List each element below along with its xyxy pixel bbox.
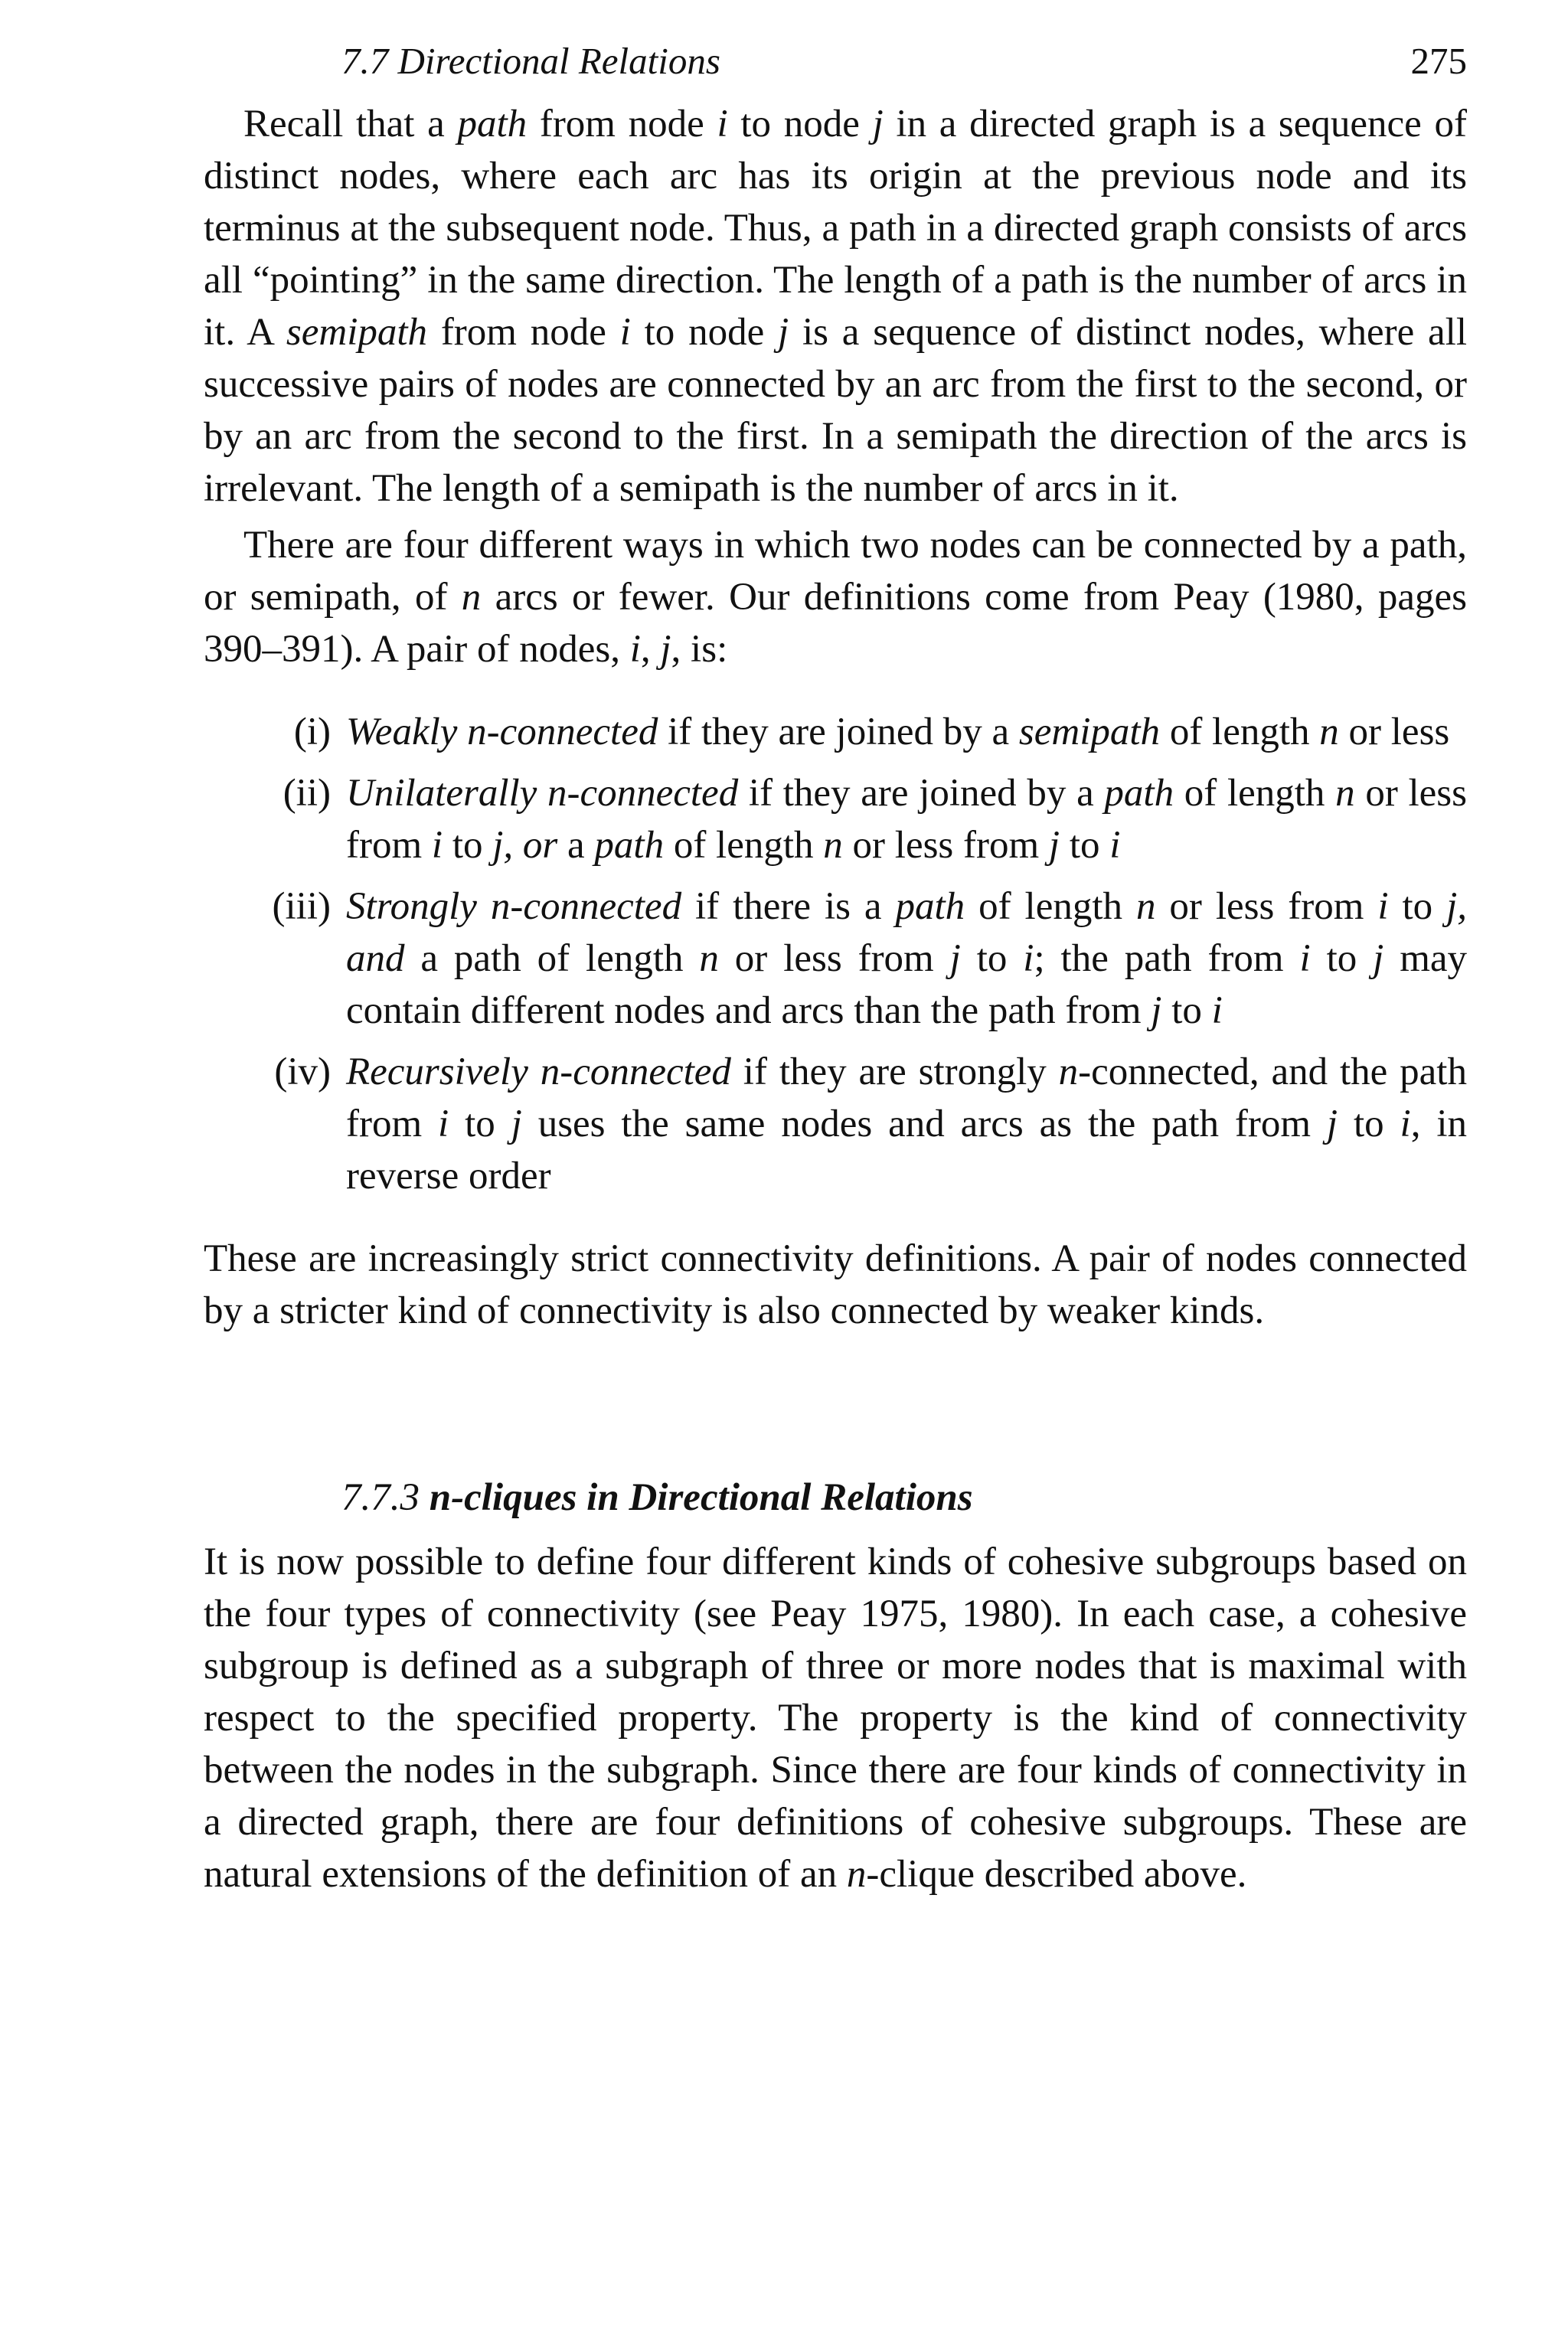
paragraph-strictness-note: These are increasingly strict connectivity definitions. A pair of nodes connected by a stricter kind of connectivity is also connected by weaker kinds. <box>204 1237 1467 1332</box>
book-page <box>204 31 1467 1900</box>
page-number: 275 <box>1410 40 1467 82</box>
paragraph-connectivity-intro: There are four different ways in which two nodes can be connected by a path, or semipath, of n arcs or fewer. Our definitions come from Peay (1980, pages 390–391). A pair of nodes, i, j, is: <box>204 524 1467 671</box>
definition-term: Strongly n-connected <box>346 885 682 928</box>
definition-item-weak: (i) Weakly n-connected if they are joined by a semipath of length n or less <box>204 706 1467 758</box>
running-head <box>204 31 1467 92</box>
definition-term: Recursively n-connected <box>346 1050 731 1093</box>
definition-item-recursive: (iv) Recursively n-connected if they are strongly n-connected, and the path from i to j uses the same nodes and arcs as the path from j to i, in reverse order <box>204 1046 1467 1202</box>
section-heading: 7.7.3 n-cliques in Directional Relations <box>341 1476 973 1519</box>
section-number: 7.7.3 <box>341 1476 420 1519</box>
paragraph-cohesive-subgroups: It is now possible to define four different kinds of cohesive subgroups based on the four types of connectivity (see Peay 1975, 1980). In each case, a cohesive subgroup is defined as a subgraph of three or more nodes that is maximal with respect to the specified property. The property is the kind of connectivity between the nodes in the subgraph. Since there are four kinds of connectivity in a directed graph, there are four definitions of cohesive subgroups. These are natural extensions of the definition of an n-clique described above. <box>204 1540 1467 1896</box>
definition-term: Weakly n-connected <box>346 711 658 753</box>
definition-item-strong: (iii) Strongly n-connected if there is a path of length n or less from i to j, and a path of length n or less from j to i; the path from i to j may contain different nodes and arcs than the path from j to i <box>204 880 1467 1037</box>
definition-term: Unilaterally n-connected <box>346 772 739 815</box>
definition-item-unilateral: (ii) Unilaterally n-connected if they are joined by a path of length n or less from i to j, or a path of length n or less from j to i <box>204 767 1467 871</box>
definition-number: (iv) <box>274 1050 331 1093</box>
section-title: -cliques in Directional Relations <box>451 1476 973 1519</box>
definition-number: (ii) <box>283 772 331 815</box>
definition-number: (i) <box>293 711 331 753</box>
running-title: 7.7 Directional Relations <box>341 40 720 82</box>
definition-list <box>204 706 1467 1202</box>
definition-number: (iii) <box>272 885 331 928</box>
paragraph-path-definition: Recall that a path from node i to node j in a directed graph is a sequence of distinct nodes, where each arc has its origin at the previous node and its terminus at the subsequent node. Thus, a path in a directed graph consists of arcs all “pointing” in the same direction. The length of a path is the number of arcs in it. A semipath from node i to node j is a sequence of distinct nodes, where all successive pairs of nodes are connected by an arc from the first to the second, or by an arc from the second to the first. In a semipath the direction of the arcs is irrelevant. The length of a semipath is the number of arcs in it. <box>204 103 1467 510</box>
